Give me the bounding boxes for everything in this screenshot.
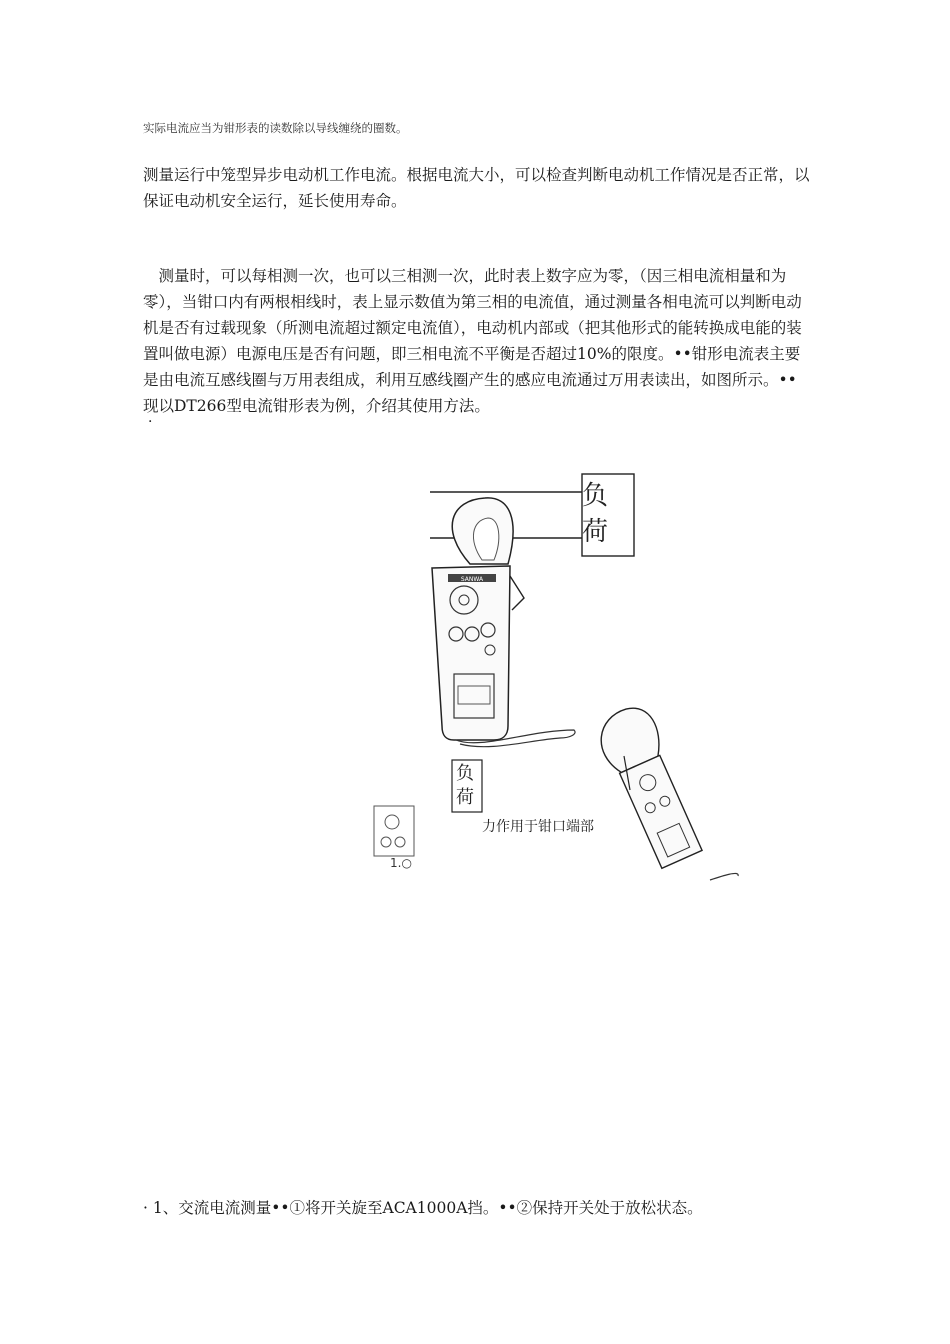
force-label: 力作用于钳口端部 — [482, 819, 594, 835]
paragraph-measurement: 测量时，可以每相测一次，也可以三相测一次，此时表上数字应为零，（因三相电流相量和为零），当钳口内有两根相线时，表上显示数值为第三相的电流值，通过测量各相电流可以判断电动机是否有过载现象（所测电流超过额定电流值），电动机内部或（把其他形式的能转换成电能的装置叫做电源）电源电压是否有问题，即三相电流不平衡是否超过10%的限度。••钳形电流表主要是由电流互感线圈与万用表组成，利用互感线圈产生的感应电流通过万用表读出，如图所示。••现以DT266型电流钳形表为例，介绍其使用方法。 — [143, 267, 802, 415]
load-label-top-char-1: 负 — [582, 481, 609, 511]
load-label-small — [456, 762, 474, 810]
load-label-top — [582, 478, 608, 550]
ac-current-measurement-step: · 1、交流电流测量••①将开关旋至ACA1000A挡。••②保持开关处于放松状态。 — [143, 1199, 703, 1217]
load-label-top-char-2: 荷 — [582, 517, 609, 547]
paragraph-intro: 测量运行中笼型异步电动机工作电流。根据电流大小，可以检查判断电动机工作情况是否正常，以保证电动机安全运行，延长使用寿命。 — [143, 166, 810, 210]
note-text: 实际电流应当为钳形表的读数除以导线缠绕的圈数。 — [143, 121, 408, 135]
small-number-label: 1.○ — [390, 856, 412, 870]
load-label-small-char-1: 负 — [456, 763, 474, 784]
separator-dot: · — [148, 414, 153, 430]
brand-label: SANWA — [460, 576, 484, 583]
clamp-meter-figure — [360, 460, 760, 890]
load-label-small-char-2: 荷 — [456, 787, 474, 808]
